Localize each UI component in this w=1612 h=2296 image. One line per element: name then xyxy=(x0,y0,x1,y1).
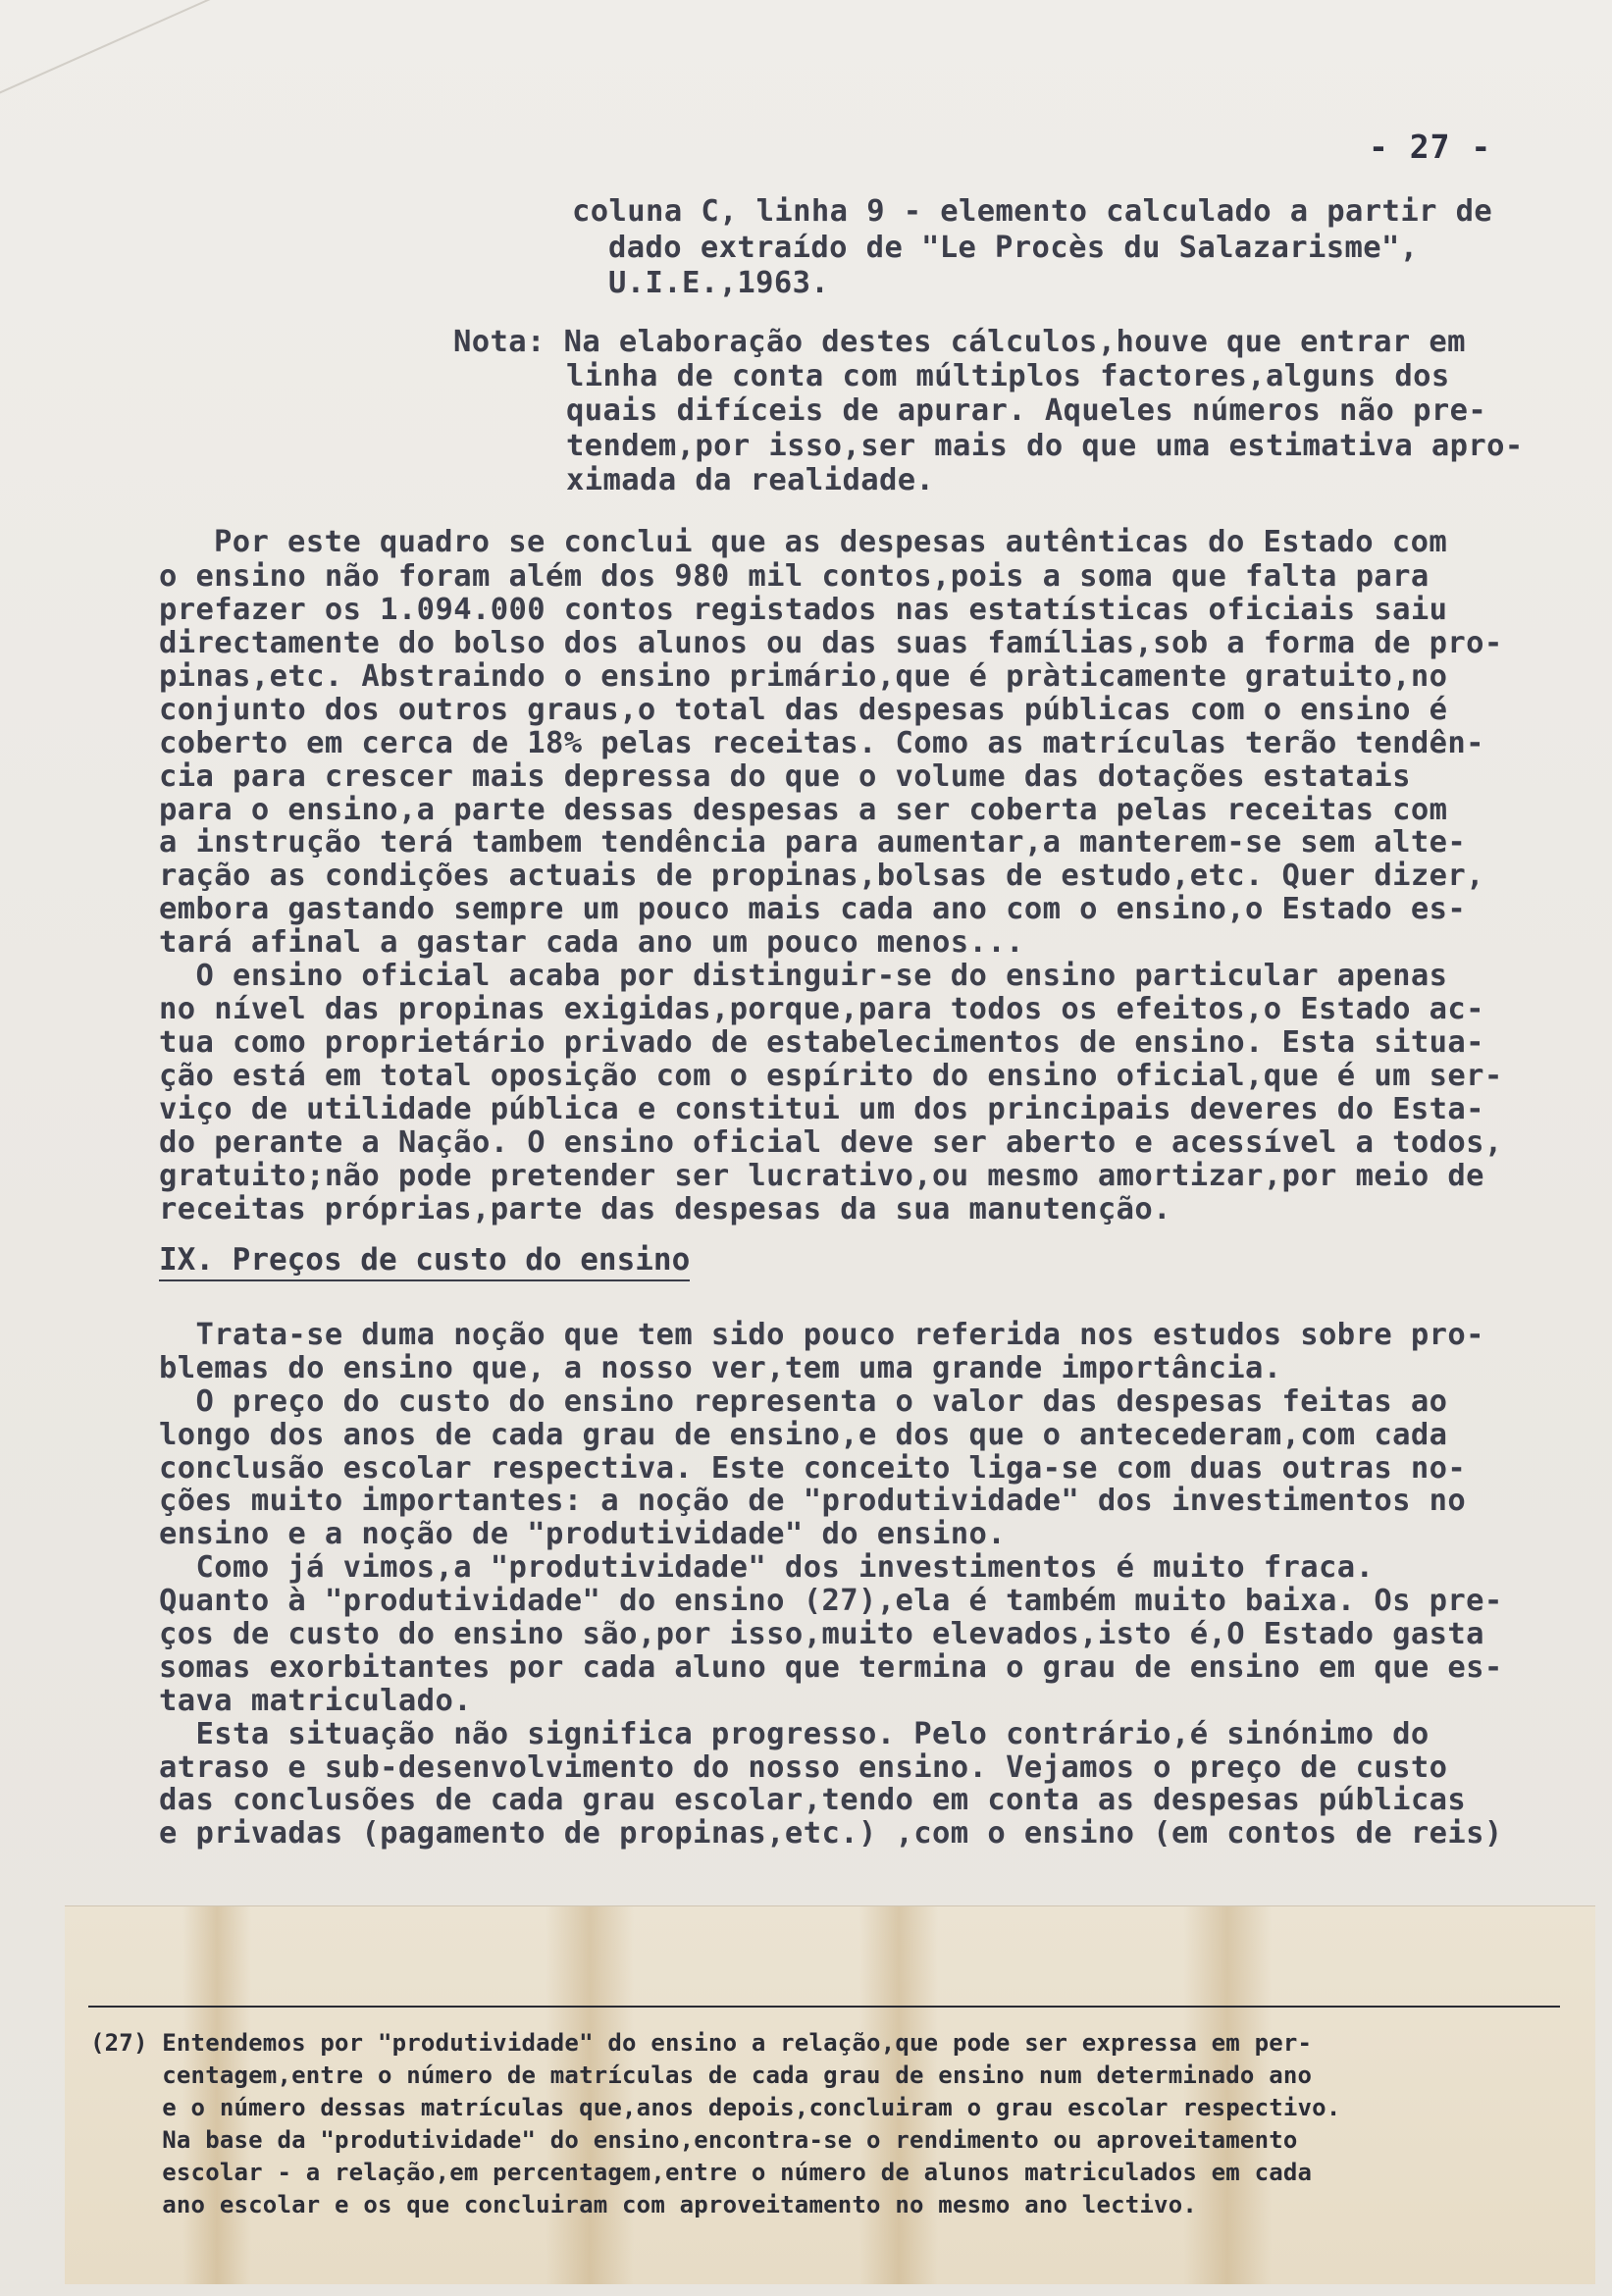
paragraph-line: o ensino não foram além dos 980 mil contos,pois a soma que falta para xyxy=(159,559,1430,594)
source-note-line: U.I.E.,1963. xyxy=(608,266,830,300)
paragraph-line: das conclusões de cada grau escolar,tendo em conta as despesas públicas xyxy=(159,1783,1467,1817)
paragraph-line: conjunto dos outros graus,o total das despesas públicas com o ensino é xyxy=(159,693,1448,727)
paragraph-line: Trata-se duma noção que tem sido pouco referida nos estudos sobre pro- xyxy=(159,1318,1484,1352)
paragraph-line: conclusão escolar respectiva. Este conceito liga-se com duas outras no- xyxy=(159,1451,1467,1486)
paragraph-line: directamente do bolso dos alunos ou das suas famílias,sob a forma de pro- xyxy=(159,626,1503,660)
paragraph-line: Quanto à "produtividade" do ensino (27),ela é também muito baixa. Os pre- xyxy=(159,1584,1503,1618)
paragraph-line: viço de utilidade pública e constitui um dos principais deveres do Esta- xyxy=(159,1092,1484,1126)
paragraph-line: ções muito importantes: a noção de "produtividade" dos investimentos no xyxy=(159,1484,1467,1518)
footnote-line: escolar - a relação,em percentagem,entre o número de alunos matriculados em cada xyxy=(90,2159,1313,2186)
source-note-line: coluna C, linha 9 - elemento calculado a partir de xyxy=(572,194,1493,229)
paragraph-line: tua como proprietário privado de estabelecimentos de ensino. Esta situa- xyxy=(159,1025,1484,1060)
paragraph-line: receitas próprias,parte das despesas da sua manutenção. xyxy=(159,1192,1171,1226)
nota-line: Nota: Na elaboração destes cálculos,houve que entrar em xyxy=(453,325,1466,359)
paragraph-line: tará afinal a gastar cada ano um pouco menos... xyxy=(159,925,1024,960)
paragraph-line: do perante a Nação. O ensino oficial deve ser aberto e acessível a todos, xyxy=(159,1125,1503,1160)
paragraph-line: a instrução terá tambem tendência para aumentar,a manterem-se sem alte- xyxy=(159,825,1467,860)
paragraph-line: ção está em total oposição com o espírito do ensino oficial,que é um ser- xyxy=(159,1059,1503,1093)
footnote-line: ano escolar e os que concluiram com aproveitamento no mesmo ano lectivo. xyxy=(90,2191,1197,2218)
nota-line: ximada da realidade. xyxy=(566,463,935,497)
paragraph-line: blemas do ensino que, a nosso ver,tem uma grande importância. xyxy=(159,1351,1282,1385)
page-number: - 27 - xyxy=(1369,128,1492,166)
paragraph-line: coberto em cerca de 18% pelas receitas. Como as matrículas terão tendên- xyxy=(159,726,1484,760)
footnote-rule xyxy=(88,2006,1560,2008)
source-note-line: dado extraído de "Le Procès du Salazarisme", xyxy=(608,231,1419,265)
footnote-line: (27) Entendemos por "produtividade" do ensino a relação,que pode ser expressa em per- xyxy=(90,2029,1313,2057)
paragraph-line: ração as condições actuais de propinas,bolsas de estudo,etc. Quer dizer, xyxy=(159,859,1484,893)
nota-line: quais difíceis de apurar. Aqueles números não pre- xyxy=(566,393,1487,428)
paragraph-line: ços de custo do ensino são,por isso,muito elevados,isto é,O Estado gasta xyxy=(159,1617,1484,1651)
footnote-line: centagem,entre o número de matrículas de cada grau de ensino num determinado ano xyxy=(90,2061,1313,2089)
paragraph-line: prefazer os 1.094.000 contos registados nas estatísticas oficiais saiu xyxy=(159,593,1448,627)
paragraph-line: para o ensino,a parte dessas despesas a ser coberta pelas receitas com xyxy=(159,793,1448,827)
footnote-line: e o número dessas matrículas que,anos depois,concluiram o grau escolar respectivo. xyxy=(90,2094,1341,2121)
paper-fold-crease xyxy=(0,0,426,120)
paragraph-line: gratuito;não pode pretender ser lucrativo,ou mesmo amortizar,por meio de xyxy=(159,1159,1484,1193)
paragraph-line: Esta situação não significa progresso. Pelo contrário,é sinónimo do xyxy=(159,1717,1430,1751)
paragraph-line: longo dos anos de cada grau de ensino,e dos que o antecederam,com cada xyxy=(159,1418,1448,1452)
paragraph-line: cia para crescer mais depressa do que o volume das dotações estatais xyxy=(159,759,1411,794)
paragraph-line: somas exorbitantes por cada aluno que termina o grau de ensino em que es- xyxy=(159,1650,1503,1685)
paragraph-line: Como já vimos,a "produtividade" dos investimentos é muito fraca. xyxy=(159,1550,1375,1585)
paragraph-line: no nível das propinas exigidas,porque,para todos os efeitos,o Estado ac- xyxy=(159,992,1484,1026)
paragraph-line: e privadas (pagamento de propinas,etc.) ,com o ensino (em contos de reis) xyxy=(159,1816,1503,1851)
nota-line: tendem,por isso,ser mais do que uma estimativa apro- xyxy=(566,429,1524,463)
paragraph-line: embora gastando sempre um pouco mais cada ano com o ensino,o Estado es- xyxy=(159,892,1467,926)
paragraph-line: ensino e a noção de "produtividade" do ensino. xyxy=(159,1517,1007,1551)
section-heading: IX. Preços de custo do ensino xyxy=(159,1242,690,1281)
paragraph-line: atraso e sub-desenvolvimento do nosso ensino. Vejamos o preço de custo xyxy=(159,1750,1448,1785)
paragraph-line: tava matriculado. xyxy=(159,1684,472,1718)
nota-line: linha de conta com múltiplos factores,alguns dos xyxy=(566,359,1450,393)
paragraph-line: pinas,etc. Abstraindo o ensino primário,que é pràticamente gratuito,no xyxy=(159,659,1448,694)
footnote-line: Na base da "produtividade" do ensino,encontra-se o rendimento ou aproveitamento xyxy=(90,2126,1298,2154)
paragraph-line: O preço do custo do ensino representa o valor das despesas feitas ao xyxy=(159,1384,1448,1419)
paragraph-line: O ensino oficial acaba por distinguir-se do ensino particular apenas xyxy=(159,959,1448,993)
paragraph-line: Por este quadro se conclui que as despesas autênticas do Estado com xyxy=(214,525,1448,559)
